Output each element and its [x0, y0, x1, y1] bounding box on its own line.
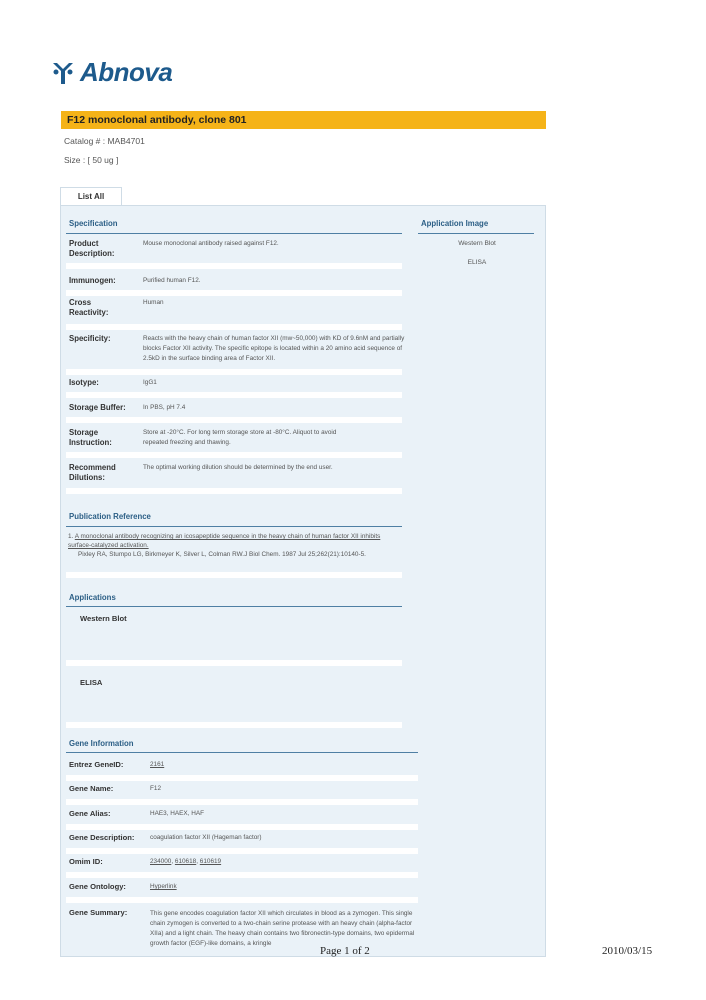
spec-label-storage-buffer: Storage Buffer:: [69, 403, 126, 412]
spec-label-storage-instruction: Storage Instruction:: [69, 428, 112, 447]
specification-divider: [66, 233, 402, 234]
page-number: Page 1 of 2: [320, 945, 370, 957]
publication-number: 1.: [68, 533, 74, 540]
row-divider: [66, 452, 402, 458]
logo-text: Abnova: [80, 57, 173, 87]
row-divider: [66, 660, 402, 666]
spec-label-dilutions: Recommend Dilutions:: [69, 463, 116, 482]
row-divider: [66, 324, 402, 330]
spec-label-description: Product Description:: [69, 239, 115, 258]
spec-value-cross-reactivity: Human: [143, 299, 164, 306]
omim-link[interactable]: 610619: [199, 858, 222, 865]
applications-heading: Applications: [69, 593, 116, 602]
gene-ontology-link[interactable]: Hyperlink: [150, 883, 177, 890]
gene-name-value: F12: [150, 785, 162, 792]
applications-divider: [66, 606, 402, 607]
print-date: 2010/03/15: [602, 945, 653, 957]
gene-entrez-label: Entrez GeneID:: [69, 760, 124, 769]
application-image-elisa[interactable]: ELISA: [467, 259, 487, 266]
spec-value-description: Mouse monoclonal antibody raised against F12.: [143, 240, 279, 247]
gene-info-heading: Gene Information: [69, 739, 134, 748]
tab-list-all[interactable]: List All: [60, 187, 122, 206]
row-divider: [66, 290, 402, 296]
application-western-blot: Western Blot: [80, 614, 127, 623]
gene-description-value: coagulation factor XII (Hageman factor): [150, 834, 262, 841]
spec-value-storage-buffer: In PBS, pH 7.4: [143, 404, 186, 411]
row-divider: [66, 417, 402, 423]
gene-name-label: Gene Name:: [69, 784, 114, 793]
spec-value-dilutions: The optimal working dilution should be determined by the end user.: [143, 464, 333, 471]
spec-value-specificity: Reacts with the heavy chain of human factor XII (mw~50,000) with KD of 9.6nM and partially blocks Factor XII activity. The specific epitope is located within a 20 amino acid sequence of 2.5kD in the surface binding area of Factor XII.: [143, 335, 405, 362]
row-divider: [66, 848, 418, 854]
gene-description-label: Gene Description:: [69, 833, 135, 842]
row-divider: [66, 824, 418, 830]
application-image-divider: [418, 233, 534, 234]
application-elisa: ELISA: [80, 678, 103, 687]
row-divider: [66, 722, 402, 728]
spec-label-immunogen: Immunogen:: [69, 276, 116, 285]
catalog-number: Catalog # : MAB4701: [64, 136, 145, 146]
row-divider: [66, 897, 418, 903]
row-divider: [66, 263, 402, 269]
publication-title-link[interactable]: A monoclonal antibody recognizing an icosapeptide sequence in the heavy chain of human factor XII inhibits surface-catalyzed activation.: [68, 533, 381, 549]
gene-alias-label: Gene Alias:: [69, 809, 111, 818]
gene-alias-value: HAE3, HAEX, HAF: [150, 810, 204, 817]
application-image-heading: Application Image: [421, 219, 489, 228]
row-divider: [66, 872, 418, 878]
spec-label-cross-reactivity: Cross Reactivity:: [69, 298, 109, 317]
abnova-logo: [50, 57, 172, 88]
row-divider: [66, 775, 418, 781]
gene-ontology-label: Gene Ontology:: [69, 882, 126, 891]
spec-value-isotype: IgG1: [143, 379, 157, 386]
spec-label-isotype: Isotype:: [69, 378, 99, 387]
spec-value-immunogen: Purified human F12.: [143, 277, 201, 284]
gene-summary-value: This gene encodes coagulation factor XII which circulates in blood as a zymogen. This single chain zymogen is converted to a two-chain serine protease with an heavy chain (alpha-factor XIIa) and a light chain. The heavy chain contains two fibronectin-type domains, two epidermal growth factor (EGF)-like domains, a kringle: [150, 910, 415, 947]
omim-link[interactable]: 610618: [174, 858, 197, 865]
publication-citation: Pixley RA, Stumpo LG, Birkmeyer K, Silver L, Colman RW.J Biol Chem. 1987 Jul 25;262(21):10140-5.: [78, 551, 366, 558]
spec-value-storage-instruction: Store at -20°C. For long term storage store at -80°C. Aliquot to avoid repeated freezing and thawing.: [143, 429, 337, 446]
gene-summary-label: Gene Summary:: [69, 908, 128, 917]
row-divider: [66, 369, 402, 375]
specification-heading: Specification: [69, 219, 118, 228]
application-image-western-blot[interactable]: Western Blot: [458, 240, 496, 247]
gene-info-divider: [66, 752, 418, 753]
gene-entrez-link[interactable]: 2161: [150, 761, 165, 768]
row-divider: [66, 572, 402, 578]
product-size: Size : [ 50 ug ]: [64, 155, 119, 165]
abnova-emblem-icon: [50, 60, 76, 86]
gene-omim-label: Omim ID:: [69, 857, 103, 866]
row-divider: [66, 392, 402, 398]
row-divider: [66, 799, 418, 805]
omim-link[interactable]: 234000: [150, 858, 172, 865]
publication-entry: [68, 532, 404, 559]
product-title: F12 monoclonal antibody, clone 801: [61, 111, 546, 129]
gene-omim-values: 234000, 610618, 610619: [150, 858, 222, 865]
row-divider: [66, 488, 402, 494]
publication-divider: [66, 526, 402, 527]
spec-label-specificity: Specificity:: [69, 334, 111, 343]
publication-heading: Publication Reference: [69, 512, 151, 521]
content-panel: [60, 205, 546, 957]
